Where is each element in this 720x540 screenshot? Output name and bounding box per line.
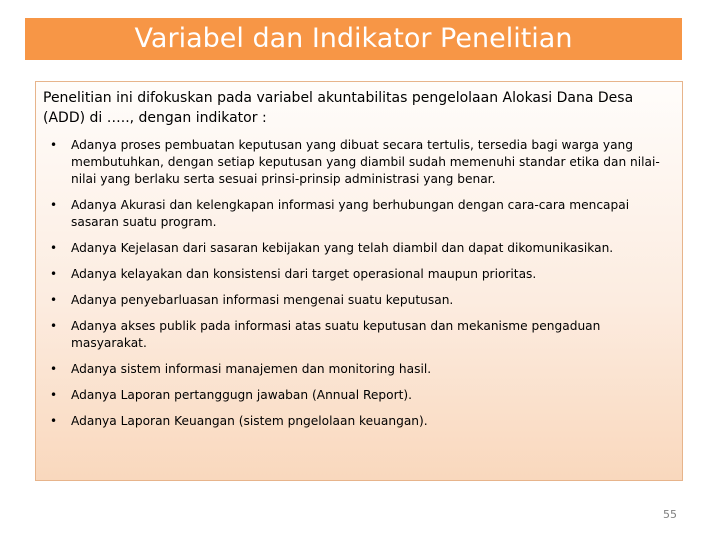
page-number: 55 [663,508,677,521]
list-item [43,240,672,257]
bullet-marker: • [50,241,58,255]
list-item [43,387,672,404]
slide-title: Variabel dan Indikator Penelitian [25,18,682,60]
bullet-marker: • [50,138,58,152]
list-item-text: Adanya Kejelasan dari sasaran kebijakan yang telah diambil dan dapat dikomunikasikan. [71,241,614,255]
bullet-marker: • [50,414,58,428]
list-item [43,361,672,378]
list-item-text: Adanya sistem informasi manajemen dan monitoring hasil. [71,362,432,376]
list-item [43,292,672,309]
bullet-marker: • [50,267,58,281]
list-item-text: Adanya penyebarluasan informasi mengenai suatu keputusan. [71,293,454,307]
list-item-text: Adanya akses publik pada informasi atas suatu keputusan dan mekanisme pengaduan masyarakat. [71,319,601,350]
list-item [43,266,672,283]
list-item-text: Adanya Laporan Keuangan (sistem pngelolaan keuangan). [71,414,428,428]
list-item [43,318,672,352]
list-item [43,197,672,231]
list-item-text: Adanya proses pembuatan keputusan yang dibuat secara tertulis, tersedia bagi warga yang membutuhkan, dengan setiap keputusan yang diambil sudah memenuhi standar etika dan nilai-nilai yang berlaku serta sesuai prinsi-prinsip administrasi yang benar. [71,138,660,186]
bullet-marker: • [50,319,58,333]
list-item-text: Adanya Akurasi dan kelengkapan informasi yang berhubungan dengan cara-cara mencapai sasaran suatu program. [71,198,630,229]
bullet-marker: • [50,198,58,212]
indicator-list [43,137,672,430]
intro-paragraph: Penelitian ini difokuskan pada variabel akuntabilitas pengelolaan Alokasi Dana Desa (ADD) di ….., dengan indikator : [43,90,634,126]
bullet-marker: • [50,362,58,376]
list-item [43,137,672,188]
bullet-marker: • [50,388,58,402]
list-item [43,413,672,430]
list-item-text: Adanya Laporan pertanggugn jawaban (Annual Report). [71,388,412,402]
list-item-text: Adanya kelayakan dan konsistensi dari target operasional maupun prioritas. [71,267,537,281]
bullet-marker: • [50,293,58,307]
indicator-text-box [35,81,683,481]
